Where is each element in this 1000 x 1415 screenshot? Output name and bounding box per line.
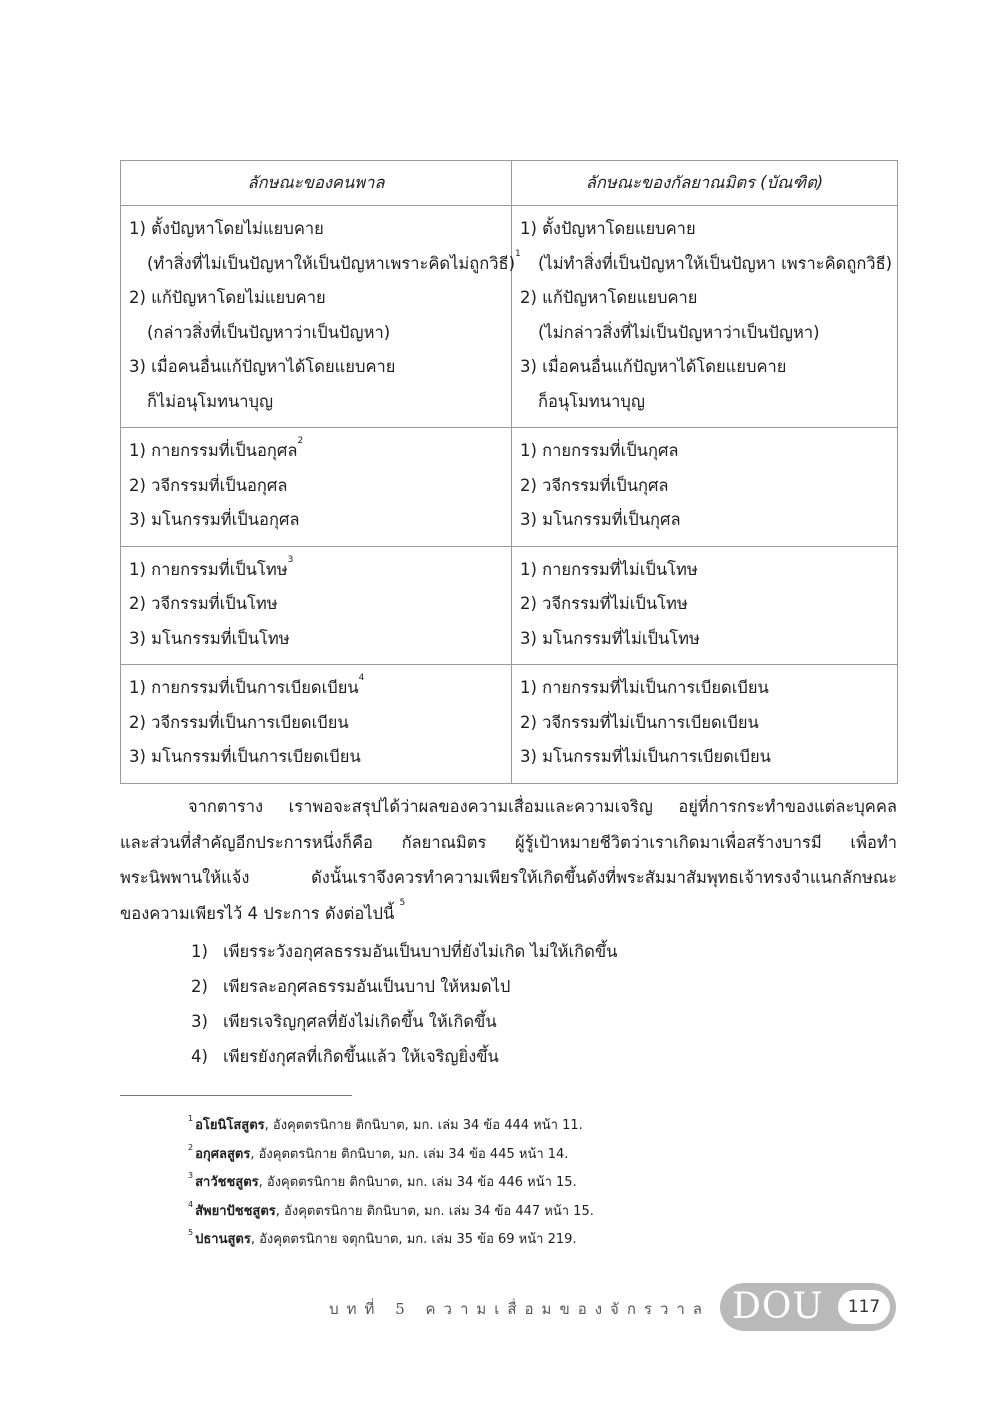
list-item-text: เพียรเจริญกุศลที่ยังไม่เกิดขึ้น ให้เกิดขึ้น: [223, 1012, 497, 1031]
cell-line: [129, 622, 507, 657]
fool-cell: [121, 665, 512, 784]
cell-line: [129, 212, 507, 247]
page-number: 117: [838, 1290, 890, 1324]
footnote: [188, 1226, 594, 1255]
footnote-number: 2: [188, 1142, 194, 1152]
cell-line-text: ก็อนุโมทนาบุญ: [538, 391, 645, 411]
cell-line: [129, 671, 507, 706]
cell-line-text: 2) แก้ปัญหาโดยไม่แยบคาย: [129, 288, 326, 307]
cell-line: [129, 740, 507, 775]
table-row: [121, 428, 898, 547]
list-item: [191, 1004, 617, 1039]
good-friend-cell: [512, 428, 898, 547]
list-item-number: 1): [191, 942, 208, 961]
footnote-title: สาวัชชสูตร: [195, 1175, 259, 1190]
cell-line: [520, 740, 893, 775]
fool-cell: [121, 206, 521, 428]
good-friend-cell: [512, 665, 898, 784]
efforts-list: [191, 934, 617, 1074]
cell-line-text: 2) วจีกรรมที่ไม่เป็นการเบียดเบียน: [520, 712, 759, 732]
chapter-title: บทที่ 5 ความเสื่อมของจักรวาล: [329, 1300, 710, 1318]
footnote-number: 3: [188, 1171, 194, 1180]
footnote-title: ปธานสูตร: [195, 1232, 251, 1247]
footnote-divider: [120, 1095, 352, 1096]
cell-line: [520, 553, 893, 588]
cell-line: [129, 434, 507, 469]
footnote-number: 4: [188, 1199, 194, 1209]
good-friend-cell: [512, 546, 898, 665]
cell-line: [520, 434, 893, 469]
cell-line-text: 1) กายกรรมที่ไม่เป็นโทษ: [520, 559, 698, 579]
cell-line: [129, 587, 507, 622]
cell-line: [520, 503, 893, 538]
footnote-number: 5: [188, 1228, 194, 1237]
cell-line-text: 1) กายกรรมที่เป็นกุศล: [520, 441, 679, 460]
cell-line: [129, 281, 507, 316]
paragraph-line: จากตาราง เราพอจะสรุปได้ว่าผลของความเสื่อมและความเจริญ อยู่ที่การกระทำของแต่ละบุคคล: [188, 797, 897, 816]
footnote-citation: , อังคุตตรนิกาย ติกนิบาต, มก. เล่ม 34 ข้อ 447 หน้า 15.: [275, 1203, 594, 1219]
list-item-text: เพียรละอกุศลธรรมอันเป็นบาป ให้หมดไป: [223, 977, 511, 996]
cell-line-text: 2) วจีกรรมที่เป็นกุศล: [520, 475, 669, 495]
cell-line-text: 1) กายกรรมที่เป็นโทษ: [129, 559, 288, 579]
cell-line-text: 3) มโนกรรมที่เป็นการเบียดเบียน: [129, 747, 361, 766]
footnote-ref: 5: [399, 897, 406, 908]
cell-line-text: ก็ไม่อนุโมทนาบุญ: [147, 391, 274, 411]
good-friend-cell: [512, 206, 898, 428]
cell-line: [129, 350, 507, 385]
table-row: [121, 665, 898, 784]
paragraph-line: และส่วนที่สำคัญอีกประการหนึ่งก็คือ กัลยาณมิตร ผู้รู้เป้าหมายชีวิตว่าเราเกิดมาเพื่อสร้างบารมี เพื่อทำ: [120, 832, 897, 852]
cell-line-text: (ทำสิ่งที่ไม่เป็นปัญหาให้เป็นปัญหาเพราะคิดไม่ถูกวิธี): [147, 253, 516, 273]
list-item-text: เพียรยังกุศลที่เกิดขึ้นแล้ว ให้เจริญยิ่งขึ้น: [223, 1047, 499, 1066]
cell-line: [520, 281, 893, 316]
cell-line-text: 2) แก้ปัญหาโดยแยบคาย: [520, 288, 698, 307]
cell-line: [520, 350, 893, 385]
footnote-ref: 2: [297, 436, 304, 446]
list-item-number: 4): [191, 1047, 208, 1066]
cell-line-text: 3) มโนกรรมที่ไม่เป็นการเบียดเบียน: [520, 747, 771, 766]
cell-line: [129, 503, 507, 538]
dou-logo: DOU: [732, 1286, 824, 1327]
footnotes: [188, 1112, 594, 1255]
footnote-ref: 3: [287, 554, 294, 565]
cell-line-text: 3) มโนกรรมที่เป็นอกุศล: [129, 510, 300, 529]
footnote-title: อโยนิโสสูตร: [195, 1118, 265, 1133]
list-item: [191, 969, 617, 1004]
cell-line: [129, 469, 507, 504]
cell-line-text: 2) วจีกรรมที่เป็นโทษ: [129, 594, 278, 613]
paragraph-line: [120, 896, 897, 932]
cell-line: [520, 622, 893, 657]
cell-line: [129, 316, 507, 351]
footnote: [188, 1141, 594, 1170]
cell-line: [129, 385, 507, 420]
list-item-number: 2): [191, 977, 208, 996]
footnote-number: 1: [188, 1114, 194, 1123]
cell-line: [520, 385, 893, 420]
cell-line-text: 3) เมื่อคนอื่นแก้ปัญหาได้โดยแยบคาย: [129, 357, 396, 376]
footnote-ref: 4: [358, 673, 365, 683]
cell-line: [520, 469, 893, 504]
cell-line-text: 1) กายกรรมที่ไม่เป็นการเบียดเบียน: [520, 678, 769, 697]
cell-line-text: 1) กายกรรมที่เป็นการเบียดเบียน: [129, 678, 359, 697]
page-footer: [310, 1283, 900, 1333]
footnote: [188, 1112, 594, 1141]
cell-line-text: 1) ตั้งปัญหาโดยไม่แยบคาย: [129, 219, 324, 238]
table-header-row: [121, 161, 898, 206]
cell-line-text: 3) มโนกรรมที่ไม่เป็นโทษ: [520, 628, 700, 648]
cell-line-text: 3) มโนกรรมที่เป็นกุศล: [520, 510, 681, 529]
fool-cell: [121, 428, 512, 547]
list-item-text: เพียรระวังอกุศลธรรมอันเป็นบาปที่ยังไม่เกิด ไม่ให้เกิดขึ้น: [223, 942, 618, 961]
list-item-number: 3): [191, 1012, 208, 1031]
cell-line-text: 2) วจีกรรมที่เป็นอกุศล: [129, 475, 288, 495]
cell-line-text: 1) กายกรรมที่เป็นอกุศล: [129, 441, 298, 460]
footnote-citation: , อังคุตตรนิกาย ติกนิบาต, มก. เล่ม 34 ข้อ 444 หน้า 11.: [264, 1118, 583, 1133]
cell-line: [129, 553, 507, 588]
fool-cell: [121, 546, 512, 665]
cell-line: [520, 212, 893, 247]
cell-line-text: 2) วจีกรรมที่ไม่เป็นโทษ: [520, 594, 688, 613]
footnote-title: สัพยาปัชชสูตร: [195, 1203, 276, 1219]
cell-line: [129, 706, 507, 741]
footnote: [188, 1198, 594, 1227]
cell-line-text: 2) วจีกรรมที่เป็นการเบียดเบียน: [129, 712, 349, 732]
footnote-citation: , อังคุตตรนิกาย ติกนิบาต, มก. เล่ม 34 ข้อ 446 หน้า 15.: [258, 1175, 577, 1190]
footnote-ref: 1: [515, 248, 521, 259]
cell-line: [520, 316, 893, 351]
footnote-title: อกุศลสูตร: [195, 1146, 251, 1162]
dou-badge: [720, 1283, 896, 1331]
comparison-table: [120, 160, 898, 784]
cell-line-text: (ไม่ทำสิ่งที่เป็นปัญหาให้เป็นปัญหา เพราะคิดถูกวิธี): [538, 253, 893, 273]
footnote-citation: , อังคุตตรนิกาย จตุกนิบาต, มก. เล่ม 35 ข้อ 69 หน้า 219.: [250, 1232, 577, 1247]
cell-line-text: (ไม่กล่าวสิ่งที่ไม่เป็นปัญหาว่าเป็นปัญหา): [538, 322, 820, 342]
paragraph-line: พระนิพพานให้แจ้ง ดังนั้นเราจึงควรทำความเพียรให้เกิดขึ้นดังที่พระสัมมาสัมพุทธเจ้าทรงจำแนกลักษณะ: [120, 868, 897, 887]
table-row: [121, 546, 898, 665]
table-row: [121, 206, 898, 428]
header-fool: ลักษณะของคนพาล: [121, 161, 512, 206]
cell-line: [520, 587, 893, 622]
summary-paragraph: [120, 789, 897, 931]
cell-line-text: (กล่าวสิ่งที่เป็นปัญหาว่าเป็นปัญหา): [147, 322, 391, 342]
footnote: [188, 1169, 594, 1198]
cell-line: [520, 247, 893, 282]
footnote-citation: , อังคุตตรนิกาย ติกนิบาต, มก. เล่ม 34 ข้อ 445 หน้า 14.: [250, 1146, 569, 1162]
cell-line-text: 3) เมื่อคนอื่นแก้ปัญหาได้โดยแยบคาย: [520, 357, 787, 376]
cell-line: [129, 247, 521, 282]
cell-line-text: 1) ตั้งปัญหาโดยแยบคาย: [520, 219, 696, 238]
header-good-friend: ลักษณะของกัลยาณมิตร (บัณฑิต): [512, 161, 898, 206]
cell-line-text: 3) มโนกรรมที่เป็นโทษ: [129, 628, 290, 648]
cell-line: [520, 706, 893, 741]
paragraph-line-text: ของความเพียรไว้ 4 ประการ ดังต่อไปนี้: [120, 903, 395, 923]
list-item: [191, 934, 617, 969]
cell-line: [520, 671, 893, 706]
list-item: [191, 1039, 617, 1074]
